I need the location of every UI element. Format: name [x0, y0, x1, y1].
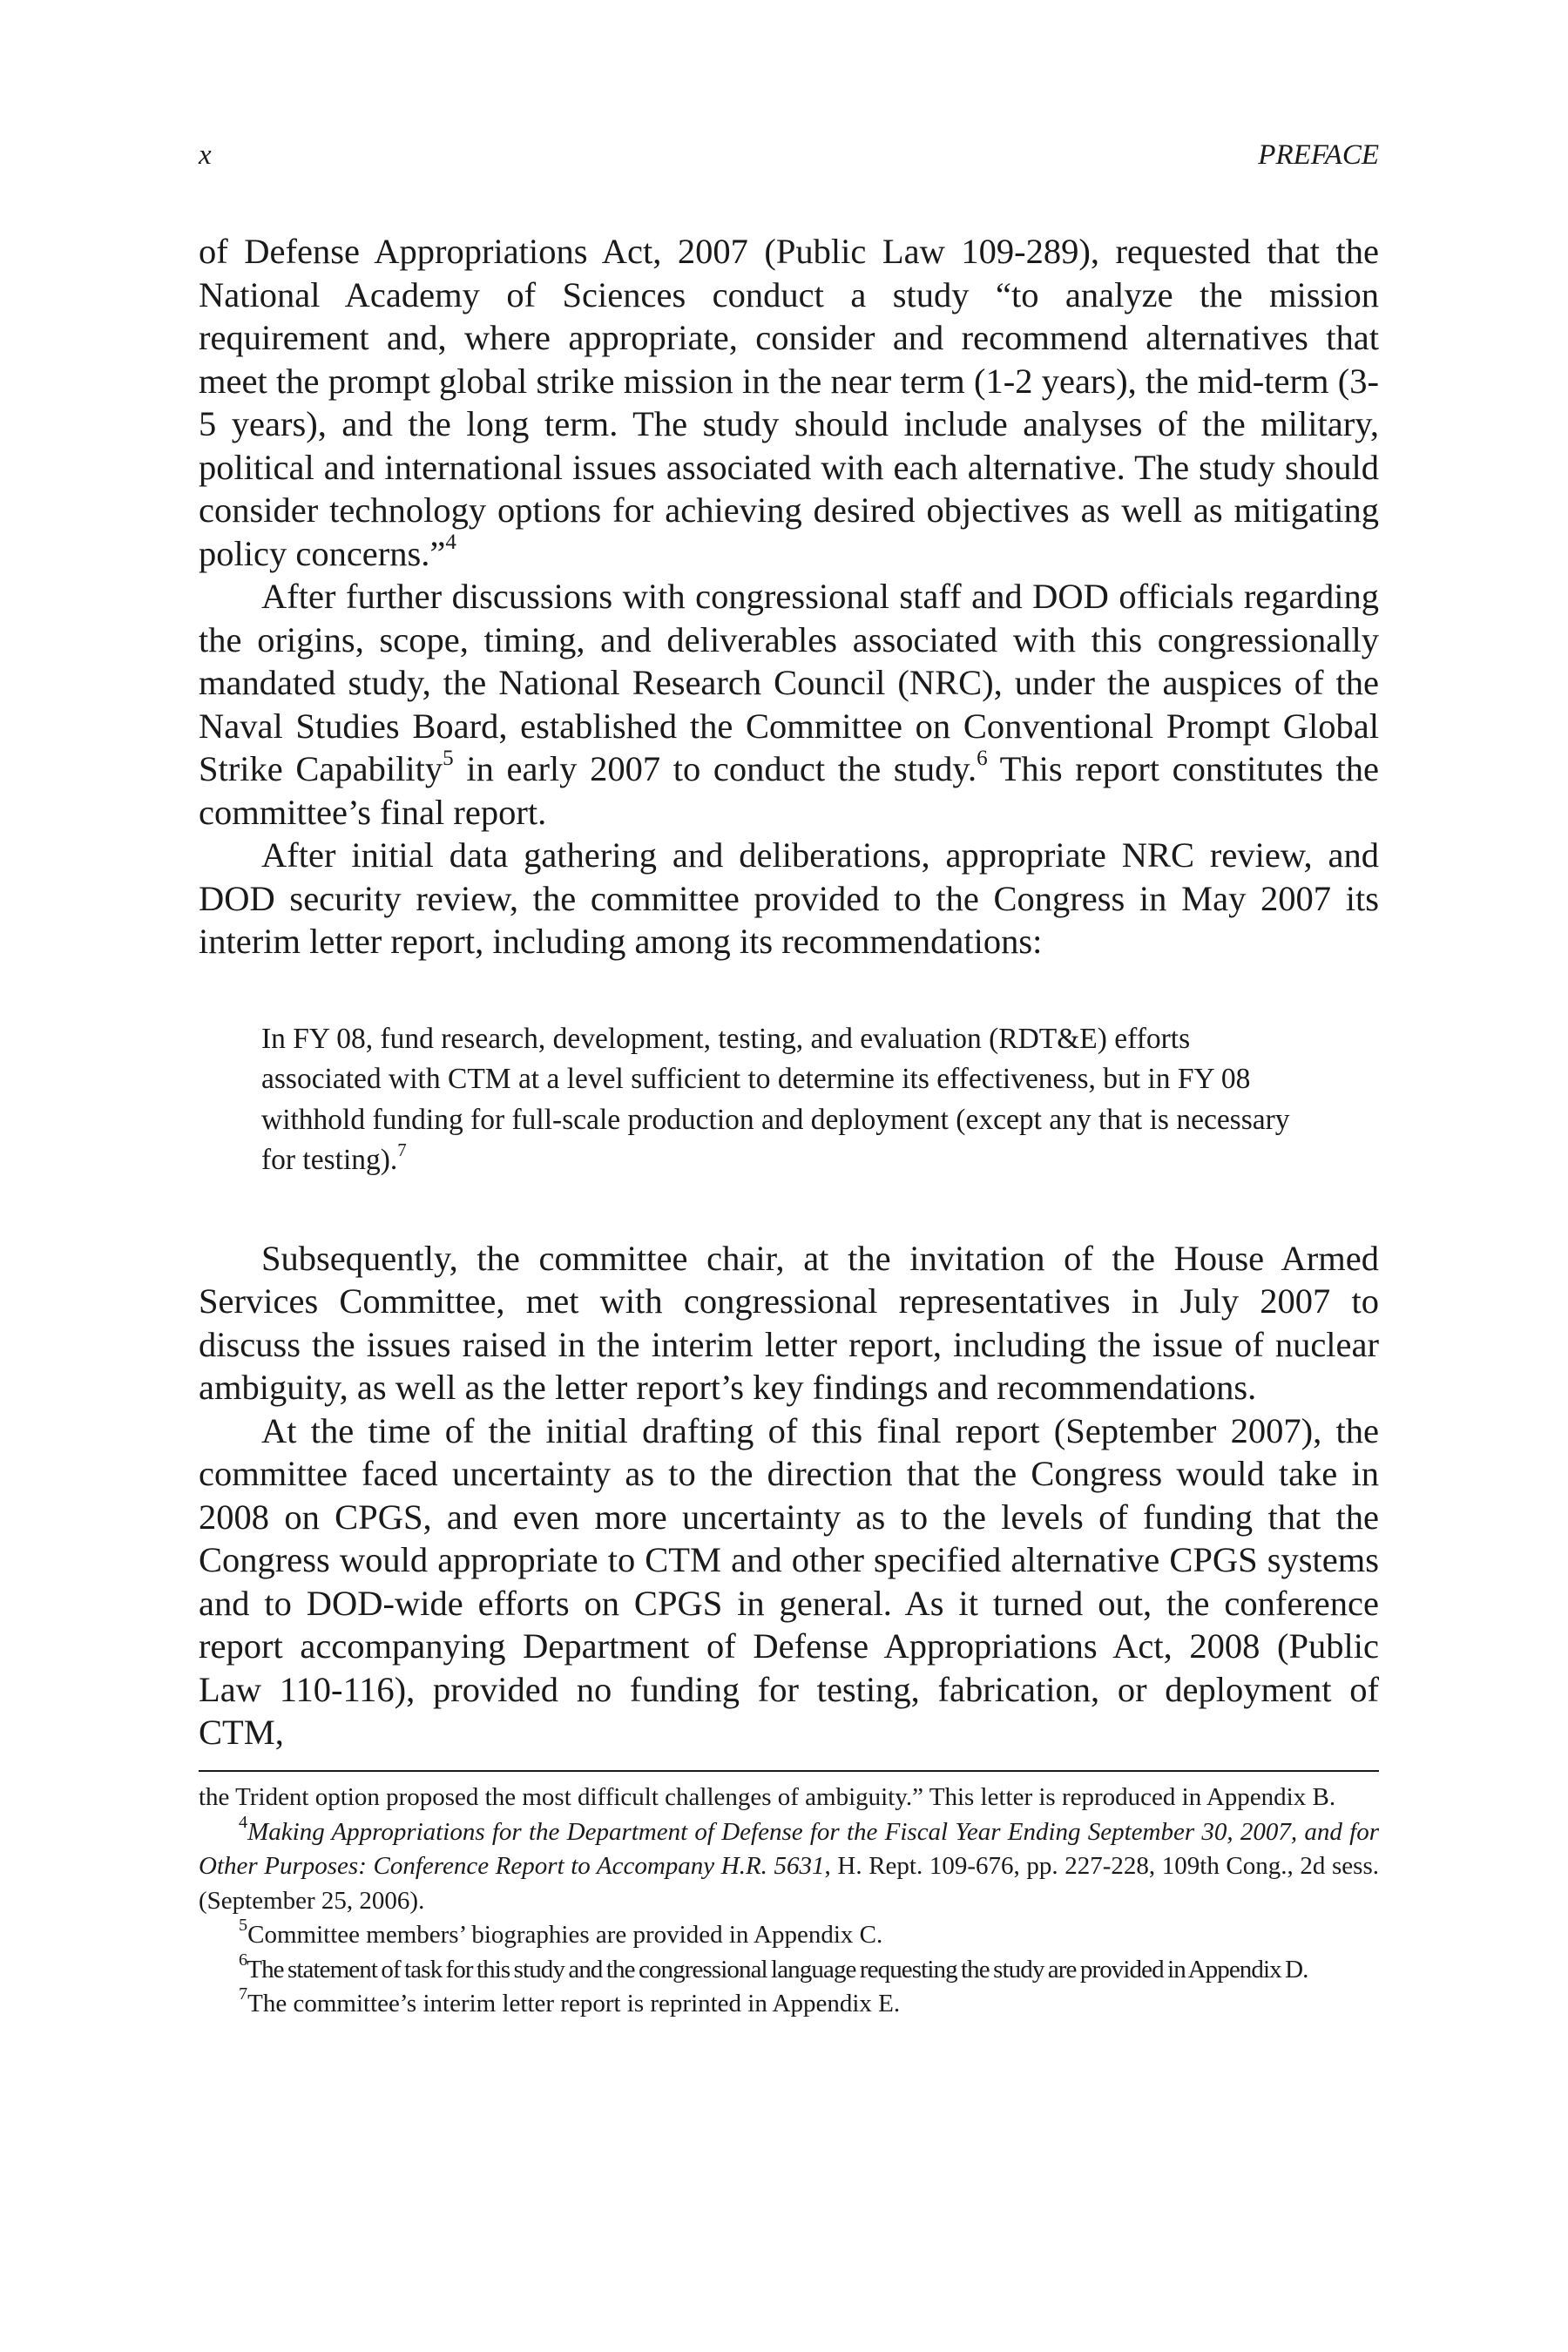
paragraph-2-text-a: After further discussions with congressional staff and DOD officials regarding the origins, scope, timing, and deliverables associated with this congressionally mandated study, the National Research Council (NRC), under the auspices of the Naval Studies Board, established the Committee on Conventional Prompt Global Strike Capability — [199, 577, 1379, 788]
footnote-number-6: 6 — [239, 1950, 247, 1970]
paragraph-1-text: of Defense Appropriations Act, 2007 (Public Law 109-289), requested that the National Academy of Sciences conduct a study “to analyze the mission requirement and, where appropriate, consider and recommend alternatives that meet the prompt global strike mission in the near term (1-2 years), the mid-term (3-5 years), and the long term. The study should include analyses of the military, political and international issues associated with each alternative. The study should consider technology options for achieving desired objectives as well as mitigating policy concerns.” — [199, 232, 1379, 573]
footnotes — [199, 1781, 1379, 2022]
footnote-ref-7: 7 — [397, 1139, 407, 1160]
footnote-6-text: The statement of task for this study and the congressional language requesting the study are provided in Appendix D. — [247, 1955, 1308, 1984]
paragraph-2-text-c: This report constitutes the committee’s final report. — [199, 749, 1379, 832]
footnote-ref-4: 4 — [445, 531, 456, 555]
paragraph-2 — [199, 575, 1379, 834]
footnote-ref-5: 5 — [443, 746, 454, 770]
footnote-continuation: the Trident option proposed the most difficult challenges of ambiguity.” This letter is reproduced in Appendix B. — [199, 1783, 1336, 1811]
footnote-number-4: 4 — [239, 1812, 248, 1832]
footnote-number-5: 5 — [239, 1916, 248, 1936]
footnote-4-title: Making Appropriations for the Department of Defense for the Fiscal Year Ending September 30, 2007, and for Other Purposes: Conference Report to Accompany H.R. 5631 — [199, 1817, 1379, 1880]
paragraph-1 — [199, 230, 1379, 575]
block-quote — [261, 1019, 1316, 1181]
footnote-7-text: The committee’s interim letter report is reprinted in Appendix E. — [247, 1990, 901, 2017]
footnote-ref-6: 6 — [977, 746, 988, 770]
footnote-6 — [199, 1950, 1379, 1988]
paragraph-4: Subsequently, the committee chair, at the invitation of the House Armed Services Committee, met with congressional representatives in July 2007 to discuss the issues raised in the interim letter report, including the issue of nuclear ambiguity, as well as the letter report’s key findings and recommendations. — [199, 1238, 1379, 1407]
footnote-4 — [199, 1812, 1379, 1919]
paragraph-2-text-b: in early 2007 to conduct the study. — [453, 749, 977, 788]
paragraph-3: After initial data gathering and deliberations, appropriate NRC review, and DOD security review, the committee provided to the Congress in May 2007 its interim letter report, including among its recommendations: — [199, 835, 1379, 961]
footnote-4-citation: , H. Rept. 109-676, pp. 227-228, 109th Cong., 2d sess. (September 25, 2006). — [199, 1852, 1379, 1915]
footnote-7 — [199, 1984, 1379, 2022]
footnote-5-text: Committee members’ biographies are provided in Appendix C. — [247, 1921, 883, 1949]
footnote-number-7: 7 — [239, 1984, 248, 2004]
block-quote-text: In FY 08, fund research, development, testing, and evaluation (RDT&E) efforts associated with CTM at a level sufficient to determine its effectiveness, but in FY 08 withhold funding for full-scale production and deployment (except any that is necessary for testing). — [261, 1022, 1290, 1176]
page — [199, 139, 1379, 1754]
running-head — [199, 139, 1379, 183]
section-title: PREFACE — [1258, 139, 1379, 171]
footnote-separator-rule — [199, 1770, 1379, 1772]
body-text — [199, 230, 1379, 1754]
page-folio: x — [199, 139, 212, 171]
paragraph-5: At the time of the initial drafting of this final report (September 2007), the committee faced uncertainty as to the direction that the Congress would take in 2008 on CPGS, and even more uncertainty as to the levels of funding that the Congress would appropriate to CTM and other specified alternative CPGS systems and to DOD-wide efforts on CPGS in general. As it turned out, the conference report accompanying Department of Defense Appropriations Act, 2008 (Public Law 110-116), provided no funding for testing, fabrication, or deployment of CTM, — [199, 1410, 1379, 1752]
footnote-5 — [199, 1918, 1379, 1953]
